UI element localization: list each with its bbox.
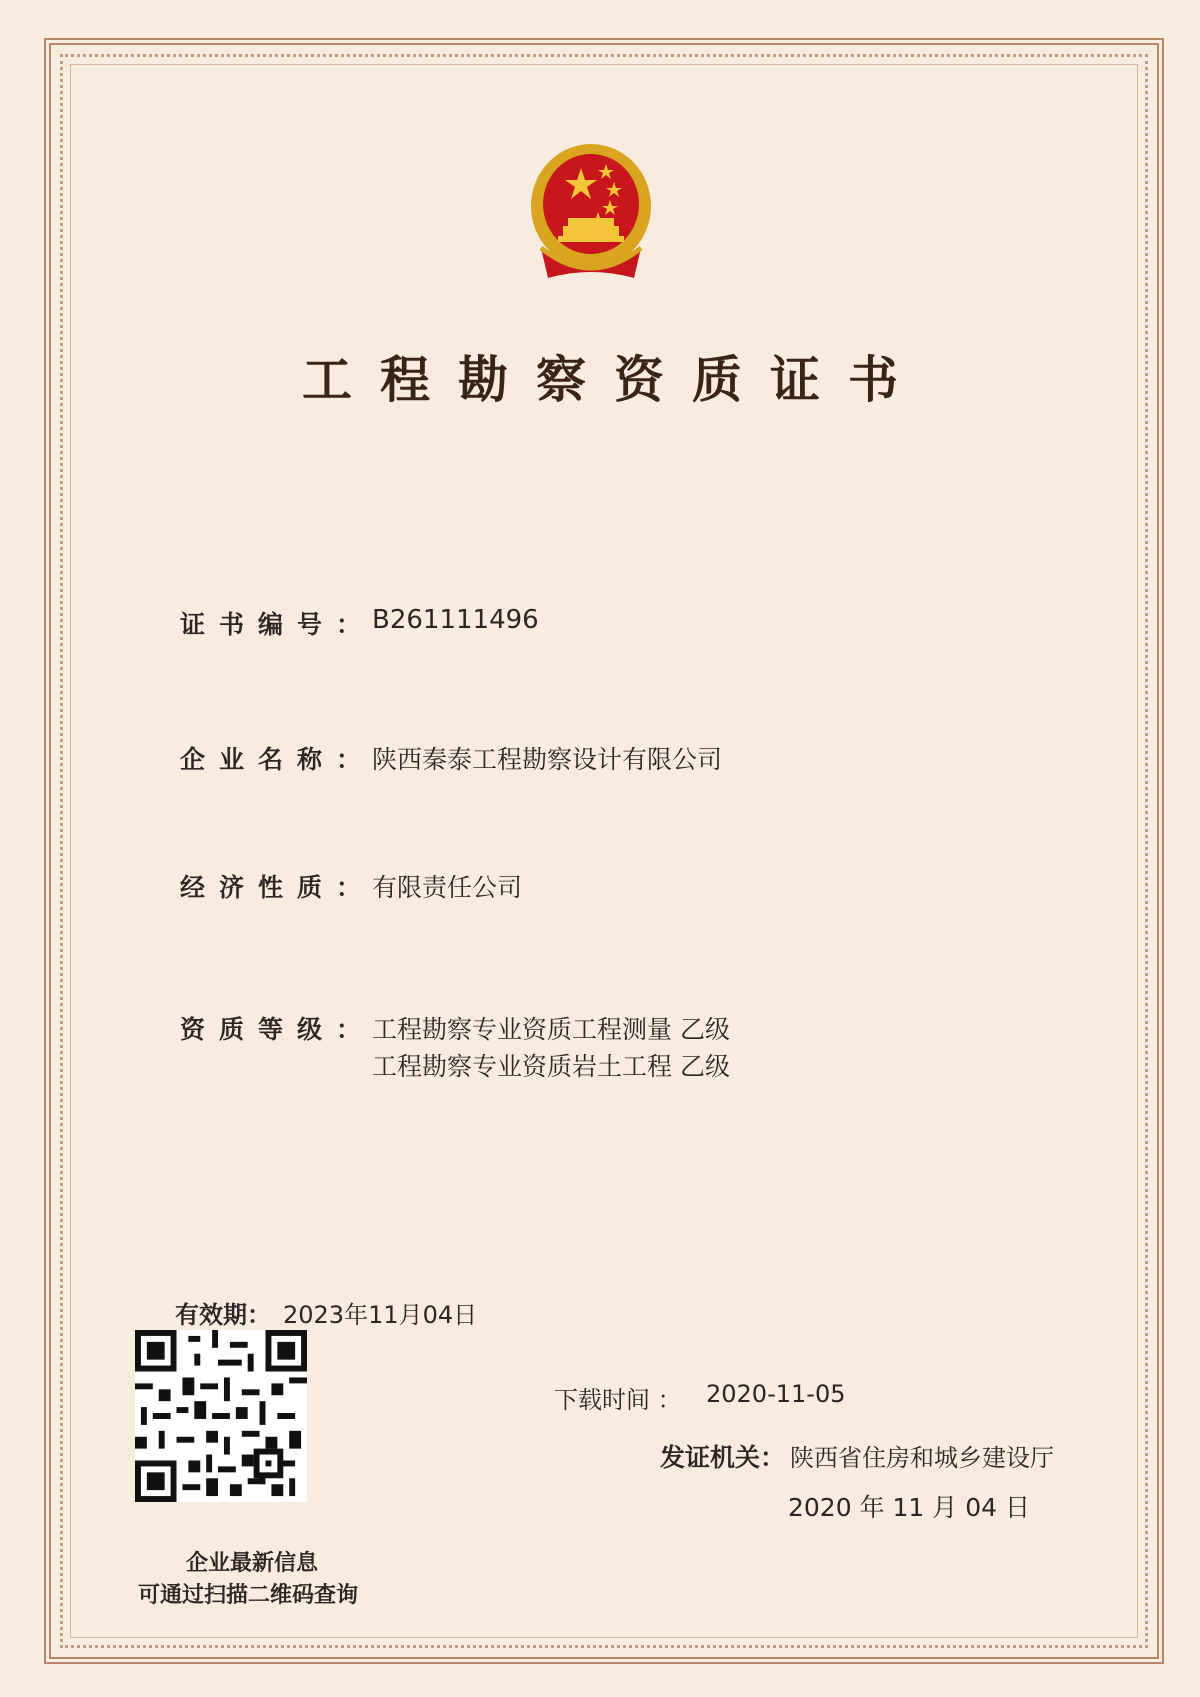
national-emblem-icon — [526, 138, 656, 288]
grade-value-2: 工程勘察专业资质岩土工程 乙级 — [372, 1052, 730, 1081]
company-label: 企业名称： — [180, 745, 376, 774]
download-time: 2020-11-05 — [706, 1380, 846, 1408]
issue-date: 2020 年 11 月 04 日 — [788, 1493, 1030, 1522]
cert-no-label: 证书编号： — [180, 610, 376, 639]
nature-value: 有限责任公司 — [372, 873, 523, 902]
nature-label: 经济性质： — [180, 873, 376, 902]
grade-label: 资质等级： — [180, 1015, 376, 1044]
issuer-value: 陕西省住房和城乡建设厅 — [790, 1444, 1054, 1472]
grade-value-1: 工程勘察专业资质工程测量 乙级 — [372, 1015, 730, 1044]
qr-caption-2: 可通过扫描二维码查询 — [138, 1583, 359, 1608]
qr-code-icon — [135, 1330, 307, 1502]
download-label: 下载时间 ： — [554, 1386, 682, 1414]
issuer-label: 发证机关： — [660, 1443, 786, 1472]
validity-label: 有效期： — [175, 1301, 271, 1329]
validity-value: 2023年11月04日 — [283, 1301, 478, 1329]
company-value: 陕西秦泰工程勘察设计有限公司 — [372, 745, 723, 774]
cert-no-value: B261111496 — [372, 605, 539, 635]
certificate-title: 工程勘察资质证书 — [302, 351, 926, 409]
qr-caption-1: 企业最新信息 — [186, 1551, 319, 1576]
